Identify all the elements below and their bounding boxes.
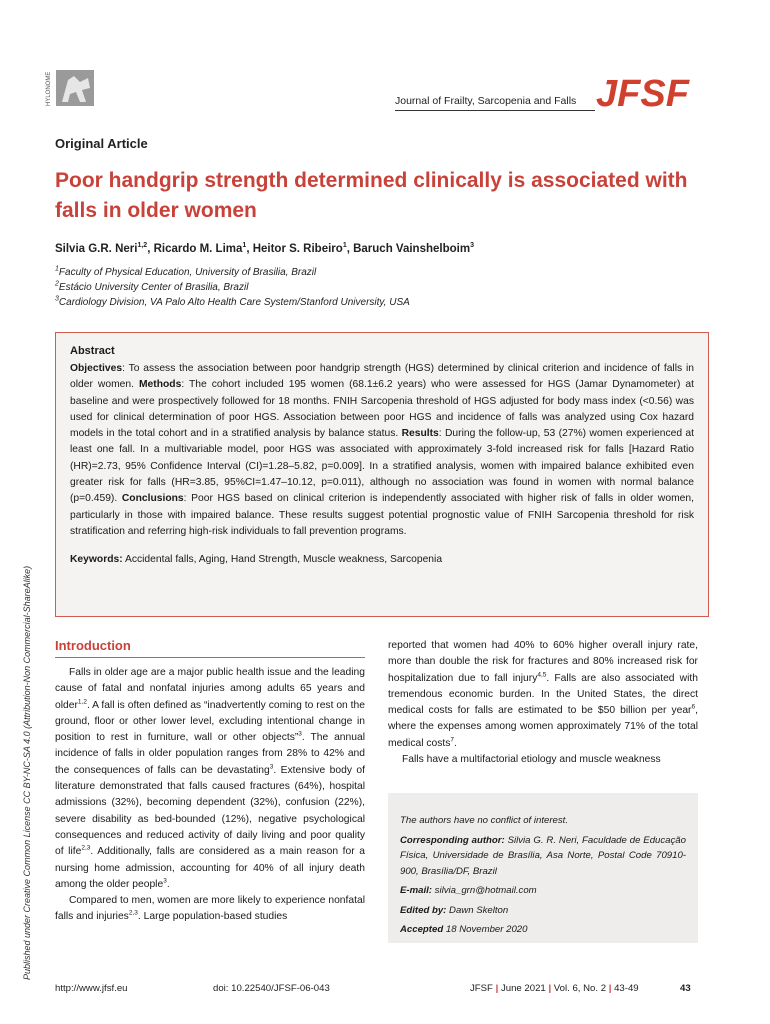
footer-separator: | [548,983,552,994]
journal-name: Journal of Frailty, Sarcopenia and Falls [395,95,577,107]
abstract-conclusions: : Poor HGS based on clinical criterion is independently associated with higher risk of falls in older women, particularly in those with impaired balance. These results suggest potential prognostic value of FNIH Sarcopenia threshold for risk stratification and referring high-risk individuals to fall prevention programs. [70,493,694,537]
section-heading-introduction: Introduction [55,638,131,653]
article-title: Poor handgrip strength determined clinically is associated with falls in older women [55,169,688,222]
svg-text:JFSF: JFSF [596,73,689,112]
affiliation-item: $^1$Faculty of Physical Education, University of Brasilia, Brazil [55,265,317,278]
abstract-methods-label: Methods [138,379,182,391]
svg-text:HYLONOME: HYLONOME [46,71,52,106]
conflict-of-interest: The authors have no conflict of interest. [400,815,568,826]
author-list: Silvia G.R. Neri$^{1,2}$, Ricardo M. Lima$^1$, Heitor S. Ribeiro$^1$, Baruch Vainshelboim$^3$ [55,242,474,255]
footer-separator: | [495,983,499,994]
footer-pages: 43-49 [614,983,639,994]
paragraph: Compared to men, women are more likely to experience nonfatal falls and injuries$^{2,3}$. Large population-based studies [55,895,365,923]
footer-journal: JFSF [470,983,493,994]
abstract-methods: : The cohort included 195 women (68.1±6.2 years) who were assessed for HGS (Jamar Dynamometer) at baseline and were prospectively followed for 18 months. FNIH Sarcopenia threshold of HGS adjusted for body mass index (<0.56) was used for clinical determination of poor HGS. Association between poor HGS and incidence of falls was analyzed using Cox hazard models in the total cohort and in a stratified analysis by balance status. [70,379,694,440]
article-info-box [388,793,698,943]
footer-date: June 2021 [500,983,546,994]
article-type: Original Article [55,136,148,151]
footer-separator: | [608,983,612,994]
page-number: 43 [680,983,691,994]
abstract-results-label: Results [401,428,439,440]
abstract-text [70,361,694,540]
footer-doi[interactable]: doi: 10.22540/JFSF-06-043 [213,983,330,994]
corresponding-author: Corresponding author: Silvia G. R. Neri, Faculdade de Educação Física, Universidade de Brasília, Asa Norte, Postal Code 70910-900, Brasília/DF, Brazil [400,834,686,877]
affiliation-list [55,265,410,310]
footer-url-link[interactable]: http://www.jfsf.eu [55,983,128,994]
abstract-conclusions-label: Conclusions [121,493,184,505]
author-affiliation-ref: 1,2 [137,242,148,250]
header-rule [395,110,595,111]
abstract-objectives: : To assess the association between poor handgrip strength (HGS) determined by clinical criterion and incidence of falls in older women. [70,363,694,391]
keywords [70,554,694,565]
keywords-label: Keywords: [70,554,123,566]
author-name: Ricardo M. Lima [153,243,243,255]
body-column-right [388,638,698,768]
email: E-mail: silvia_grn@hotmail.com [400,885,537,896]
abstract-box [55,332,709,617]
edited-by: Edited by: Dawn Skelton [400,904,509,916]
paragraph: Falls in older age are a major public health issue and the leading cause of fatal and nonfatal injuries among adults 65 years and older$^{1,2}$. A fall is often defined as “inadvertently coming to rest on the ground, floor or other lower level, excluding intentional change in position to rest in furniture, wall or other objects”$^3$. The annual incidence of falls in older population ranges from 28% to 42% and the consequences of falls can be devastating$^3$. Extensive body of literature demonstrated that falls caused fractures (64%), hospital admissions (32%), becoming dependent (32%), confusion (22%), severe disability as bed-bounded (12%), negative psychological consequences and reduced activity of daily living and poor quality of life$^{2,3}$. Additionally, falls are considered as a main reason for a nursing home admission, accounting for 40% of all injury death among the older people$^3$. [55,667,366,890]
author-affiliation-ref: 3 [470,242,474,250]
affiliation-item: $^2$Estácio University Center of Brasilia, Brazil [55,280,249,293]
email-link[interactable]: silvia_grn@hotmail.com [432,885,537,896]
paragraph: reported that women had 40% to 60% higher overall injury rate, more than double the risk for fractures and 80% increased risk for hospitalization due to fall injury$^{4,5}$. Falls are also associated with tremendous economic burden. In the United States, the direct medical costs for falls are estimated to be $50 billion per year$^6$, where the expenses among women approximately 71% of the total medical costs$^7$. [388,640,698,749]
keywords-list: Accidental falls, Aging, Hand Strength, Muscle weakness, Sarcopenia [122,554,443,566]
author-affiliation-ref: 1 [342,242,347,250]
license-notice: Published under Creative Common License CC BY-NC-SA 4.0 (Attribution-Non Commercial-ShareAlike) [22,565,32,980]
abstract-objectives-label: Objectives [70,363,123,374]
jfsf-logo [594,72,698,112]
author-name: Silvia G.R. Neri [55,243,138,255]
abstract-heading: Abstract [70,345,115,357]
author-name: Heitor S. Ribeiro [252,243,343,255]
author-affiliation-ref: 1 [242,242,247,250]
affiliation-item: $^3$Cardiology Division, VA Palo Alto Health Care System/Stanford University, USA [55,295,410,308]
accepted-date: Accepted 18 November 2020 [400,924,528,935]
abstract-results: : During the follow-up, 53 (27%) women experienced at least one fall. In a multivariable model, poor HGS was associated with approximately 3-fold increased risk for falls [Hazard Ratio (HR)=2.73, 95% Confidence Interval (CI)=1.28–5.82, p=0.009]. In a stratified analysis, women with impaired balance exhibited even greater risk for falls (HR=3.85, 95%CI=1.47–10.12, p=0.011), although no association was found in women with normal balance (p=0.459). [70,428,694,505]
section-rule [55,657,365,658]
footer-volume: Vol. 6, No. 2 [553,983,607,994]
paragraph: Falls have a multifactorial etiology and muscle weakness [402,754,661,766]
footer-citation [470,983,639,994]
body-column-left [55,665,365,926]
author-name: Baruch Vainshelboim [353,243,471,255]
hylonome-logo [42,68,98,108]
